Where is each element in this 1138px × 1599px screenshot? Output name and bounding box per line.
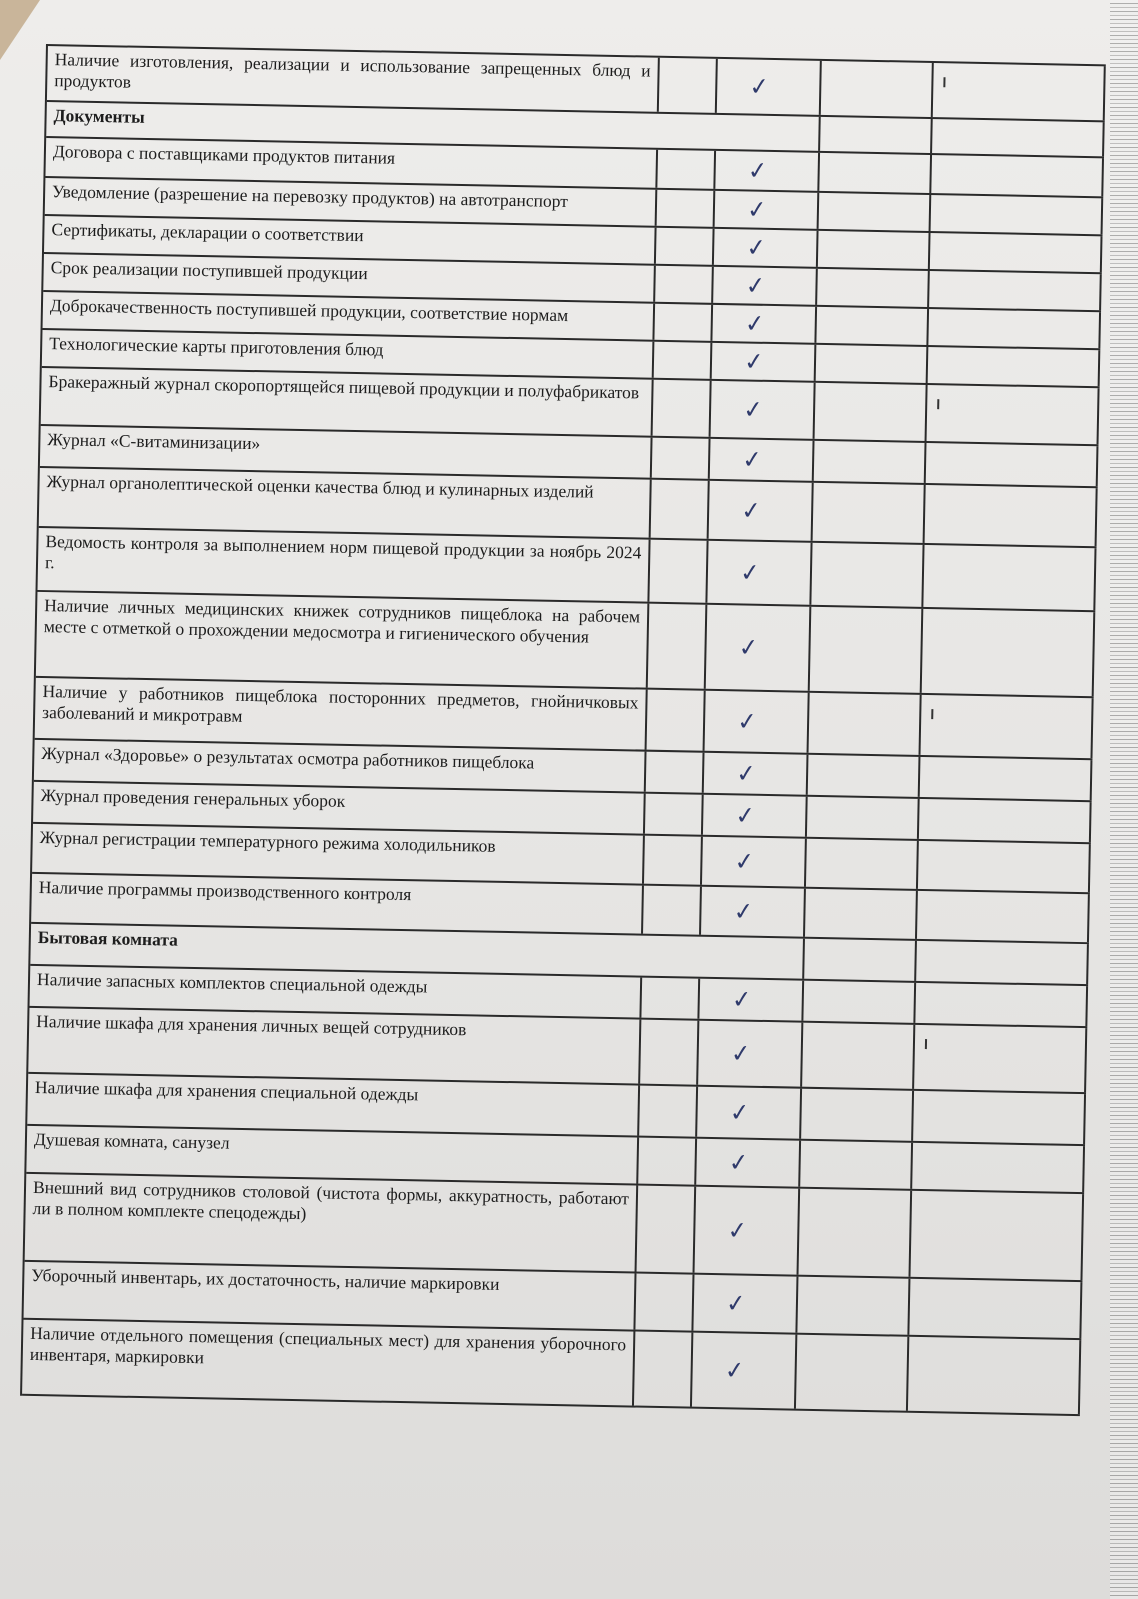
col-blank-cell bbox=[647, 690, 706, 751]
handwritten-check-mark: ✓ bbox=[727, 1147, 750, 1178]
col-notes-cell bbox=[928, 309, 1101, 348]
handwritten-check-mark: ✓ bbox=[745, 194, 769, 225]
criterion-text: Ведомость контроля за выполнением норм пищевой продукции за ноябрь 2024 г. bbox=[38, 528, 651, 602]
col-no-cell bbox=[803, 981, 916, 1023]
handwritten-check-mark: ✓ bbox=[730, 984, 754, 1015]
col-notes-cell bbox=[931, 195, 1104, 234]
col-notes-cell bbox=[928, 347, 1101, 386]
criterion-text: Наличие у работников пищеблока посторонних предметов, гнойничковых заболеваний и микротравм bbox=[35, 678, 648, 750]
criterion-text: Наличие изготовления, реализации и использование запрещенных блюд и продуктов bbox=[47, 46, 660, 112]
col-no-cell bbox=[806, 839, 919, 889]
col-notes-cell bbox=[908, 1337, 1081, 1414]
col-blank-cell bbox=[655, 266, 714, 303]
paper-stack-edge bbox=[1110, 0, 1138, 1599]
col-yes-cell bbox=[710, 439, 815, 481]
col-notes-cell bbox=[930, 233, 1103, 272]
handwritten-check-mark: ✓ bbox=[734, 758, 758, 789]
col-no-cell bbox=[804, 939, 917, 981]
col-no-cell bbox=[815, 383, 928, 441]
col-no-cell bbox=[820, 117, 933, 153]
pen-tick-mark bbox=[937, 399, 939, 409]
col-no-cell bbox=[800, 1141, 913, 1189]
col-no-cell bbox=[799, 1189, 913, 1277]
col-yes-cell bbox=[712, 305, 817, 343]
col-yes-cell bbox=[703, 795, 808, 837]
handwritten-check-mark: ✓ bbox=[734, 800, 757, 831]
criterion-text: Договора с поставщиками продуктов питания bbox=[45, 138, 658, 188]
handwritten-check-mark: ✓ bbox=[743, 308, 767, 339]
criterion-text: Журнал органолептической оценки качества блюд и кулинарных изделий bbox=[39, 468, 652, 538]
col-notes-cell bbox=[923, 545, 1096, 610]
col-blank-cell bbox=[654, 304, 713, 341]
col-blank-cell bbox=[635, 1274, 694, 1331]
col-yes-cell bbox=[711, 381, 816, 439]
col-blank-cell bbox=[638, 1138, 697, 1185]
col-blank-cell bbox=[648, 604, 708, 689]
handwritten-check-mark: ✓ bbox=[723, 1355, 746, 1386]
criterion-text: Журнал «Здоровье» о результатах осмотра работников пищеблока bbox=[34, 740, 647, 792]
handwritten-check-mark: ✓ bbox=[738, 557, 762, 588]
col-blank-cell bbox=[645, 794, 704, 835]
col-yes-cell bbox=[715, 191, 820, 229]
col-yes-cell bbox=[696, 1139, 801, 1187]
col-no-cell bbox=[821, 61, 934, 117]
col-notes-cell bbox=[914, 1025, 1087, 1092]
col-blank-cell bbox=[653, 380, 712, 437]
col-no-cell bbox=[801, 1089, 914, 1141]
col-notes-cell bbox=[916, 941, 1089, 984]
col-no-cell bbox=[797, 1277, 910, 1335]
col-no-cell bbox=[810, 607, 924, 693]
criterion-text: Сертификаты, декларации о соответствии bbox=[44, 216, 657, 264]
col-yes-cell bbox=[695, 1187, 801, 1275]
handwritten-check-mark: ✓ bbox=[737, 632, 760, 663]
col-notes-cell bbox=[917, 891, 1090, 942]
criterion-text: Наличие личных медицинских книжек сотрудников пищеблока на рабочем месте с отметкой о прохождении медосмотра и гигиенического обучения bbox=[36, 592, 649, 688]
col-notes-cell bbox=[926, 443, 1099, 486]
inspection-checklist-table bbox=[20, 44, 1106, 1416]
col-yes-cell bbox=[713, 267, 818, 305]
col-yes-cell bbox=[702, 837, 807, 887]
criterion-text: Наличие программы производственного контроля bbox=[31, 874, 644, 934]
col-yes-cell bbox=[715, 151, 820, 191]
criterion-text: Наличие шкафа для хранения специальной одежды bbox=[27, 1074, 640, 1136]
col-no-cell bbox=[816, 307, 929, 345]
col-no-cell bbox=[808, 755, 921, 797]
col-notes-cell bbox=[922, 609, 1096, 696]
col-no-cell bbox=[805, 889, 918, 939]
col-blank-cell bbox=[651, 480, 710, 539]
pen-tick-mark bbox=[925, 1039, 927, 1049]
criterion-text: Внешний вид сотрудников столовой (чистота формы, аккуратность, работают ли в полном комплекте спецодежды) bbox=[25, 1174, 639, 1272]
pen-tick-mark bbox=[943, 77, 945, 87]
col-no-cell bbox=[811, 543, 924, 607]
col-yes-cell bbox=[701, 887, 806, 937]
col-notes-cell bbox=[932, 119, 1105, 156]
col-yes-cell bbox=[714, 229, 819, 267]
criterion-text: Срок реализации поступившей продукции bbox=[43, 254, 656, 302]
col-no-cell bbox=[818, 231, 931, 269]
col-notes-cell bbox=[929, 271, 1102, 310]
col-notes-cell bbox=[921, 695, 1094, 758]
col-blank-cell bbox=[634, 1332, 693, 1407]
col-blank-cell bbox=[656, 228, 715, 265]
criterion-text: Технологические карты приготовления блюд bbox=[42, 330, 655, 378]
col-yes-cell bbox=[717, 59, 822, 115]
handwritten-check-mark: ✓ bbox=[724, 1288, 748, 1319]
handwritten-check-mark: ✓ bbox=[741, 394, 765, 425]
handwritten-check-mark: ✓ bbox=[748, 71, 771, 102]
col-notes-cell bbox=[925, 485, 1098, 546]
col-yes-cell bbox=[704, 753, 809, 795]
handwritten-check-mark: ✓ bbox=[729, 1038, 753, 1069]
col-no-cell bbox=[816, 345, 929, 383]
criterion-text: Доброкачественность поступившей продукции, соответствие нормам bbox=[43, 292, 656, 340]
col-blank-cell bbox=[657, 150, 716, 189]
col-notes-cell bbox=[909, 1279, 1082, 1338]
handwritten-check-mark: ✓ bbox=[745, 232, 768, 263]
handwritten-check-mark: ✓ bbox=[740, 444, 764, 475]
handwritten-check-mark: ✓ bbox=[746, 155, 769, 186]
col-yes-cell bbox=[705, 691, 810, 753]
col-notes-cell bbox=[920, 757, 1093, 800]
criterion-text: Наличие отдельного помещения (специальных мест) для хранения уборочного инвентаря, маркировки bbox=[22, 1320, 635, 1406]
col-blank-cell bbox=[657, 190, 716, 227]
section-title: Бытовая комната bbox=[30, 924, 805, 979]
col-notes-cell bbox=[933, 63, 1106, 120]
criterion-text: Журнал регистрации температурного режима холодильников bbox=[32, 824, 645, 884]
col-no-cell bbox=[817, 269, 930, 307]
handwritten-check-mark: ✓ bbox=[728, 1097, 751, 1128]
handwritten-check-mark: ✓ bbox=[744, 270, 767, 301]
col-notes-cell bbox=[913, 1091, 1086, 1144]
col-blank-cell bbox=[646, 752, 705, 793]
col-yes-cell bbox=[712, 343, 817, 381]
col-notes-cell bbox=[931, 155, 1104, 196]
col-yes-cell bbox=[706, 605, 812, 691]
col-blank-cell bbox=[649, 540, 708, 603]
criterion-text: Журнал «С-витаминизации» bbox=[40, 426, 653, 478]
col-no-cell bbox=[802, 1023, 915, 1089]
col-blank-cell bbox=[637, 1186, 697, 1273]
col-no-cell bbox=[814, 441, 927, 483]
col-blank-cell bbox=[639, 1086, 698, 1137]
criterion-text: Журнал проведения генеральных уборок bbox=[33, 782, 646, 834]
handwritten-check-mark: ✓ bbox=[733, 846, 756, 877]
col-notes-cell bbox=[927, 385, 1100, 444]
col-no-cell bbox=[813, 483, 926, 543]
handwritten-check-mark: ✓ bbox=[732, 896, 755, 927]
criterion-text: Душевая комната, санузел bbox=[26, 1126, 639, 1184]
col-no-cell bbox=[819, 193, 932, 231]
col-no-cell bbox=[796, 1335, 909, 1411]
criterion-text: Наличие шкафа для хранения личных вещей сотрудников bbox=[28, 1008, 641, 1084]
col-no-cell bbox=[819, 153, 932, 193]
col-notes-cell bbox=[910, 1191, 1084, 1280]
handwritten-check-mark: ✓ bbox=[735, 706, 759, 737]
col-yes-cell bbox=[699, 979, 804, 1021]
col-notes-cell bbox=[919, 799, 1092, 842]
criterion-text: Уведомление (разрешение на перевозку продуктов) на автотранспорт bbox=[45, 178, 658, 226]
col-notes-cell bbox=[912, 1143, 1085, 1192]
handwritten-check-mark: ✓ bbox=[740, 495, 763, 526]
col-blank-cell bbox=[654, 342, 713, 379]
col-notes-cell bbox=[915, 983, 1088, 1026]
col-blank-cell bbox=[652, 438, 711, 479]
criterion-text: Наличие запасных комплектов специальной одежды bbox=[30, 966, 643, 1018]
col-yes-cell bbox=[698, 1021, 803, 1087]
col-blank-cell bbox=[644, 836, 703, 885]
col-yes-cell bbox=[692, 1333, 797, 1409]
col-yes-cell bbox=[697, 1087, 802, 1139]
criterion-text: Уборочный инвентарь, их достаточность, наличие маркировки bbox=[24, 1262, 637, 1330]
col-blank-cell bbox=[641, 978, 700, 1019]
handwritten-check-mark: ✓ bbox=[726, 1215, 749, 1246]
table-surface-corner bbox=[0, 0, 40, 60]
col-no-cell bbox=[809, 693, 922, 755]
handwritten-check-mark: ✓ bbox=[742, 346, 766, 377]
col-yes-cell bbox=[707, 541, 812, 605]
pen-tick-mark bbox=[931, 709, 933, 719]
col-blank-cell bbox=[643, 886, 702, 935]
criterion-text: Бракеражный журнал скоропортящейся пищевой продукции и полуфабрикатов bbox=[41, 368, 654, 436]
col-notes-cell bbox=[918, 841, 1091, 892]
col-yes-cell bbox=[709, 481, 814, 541]
col-blank-cell bbox=[659, 58, 718, 113]
section-title: Документы bbox=[46, 102, 821, 151]
col-blank-cell bbox=[640, 1020, 699, 1085]
col-no-cell bbox=[807, 797, 920, 839]
col-yes-cell bbox=[693, 1275, 798, 1333]
